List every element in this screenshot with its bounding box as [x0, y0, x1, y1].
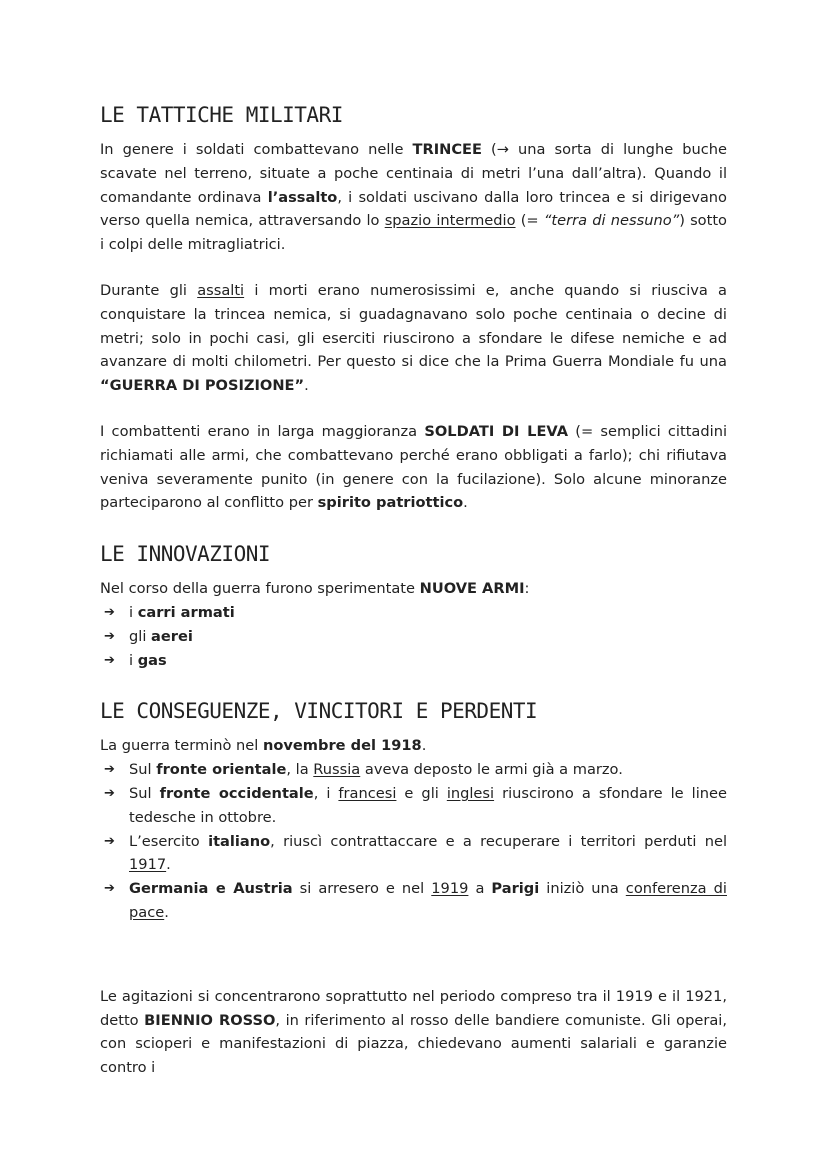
right-arrow-icon: ➔ — [104, 762, 115, 778]
paragraph-fine-guerra: La guerra terminò nel novembre del 1918. — [100, 737, 427, 755]
right-arrow-icon: ➔ — [104, 628, 115, 644]
section-title-tattiche: LE TATTICHE MILITARI — [100, 103, 343, 127]
list-item: ➔ L’esercito italiano, riuscì contrattaccare e a recuperare i territori perduti nel 1917. — [100, 830, 727, 878]
paragraph-nuove-armi: Nel corso della guerra furono sperimentate NUOVE ARMI: — [100, 580, 530, 598]
right-arrow-icon: ➔ — [104, 604, 115, 620]
document-page — [100, 100, 727, 1080]
paragraph-soldati-di-leva: I combattenti erano in larga maggioranza SOLDATI DI LEVA (= semplici cittadini richiamati alle armi, che combattevano perché erano obbligati a farlo); chi rifiutava veniva severamente punito (in genere con la fucilazione). Solo alcune minoranze parteciparono al conflitto per spirito patriottico. — [100, 422, 728, 512]
paragraph-biennio-rosso: Le agitazioni si concentrarono soprattutto nel periodo compreso tra il 1919 e il 1921, detto BIENNIO ROSSO, in riferimento al rosso delle bandiere comuniste. Gli operai, con scioperi e manifestazioni di piazza, chiedevano aumenti salariali e garanzie contro i — [100, 987, 727, 1077]
right-arrow-icon: ➔ — [104, 833, 115, 849]
right-arrow-icon: ➔ — [104, 652, 115, 668]
right-arrow-icon: ➔ — [104, 881, 115, 897]
list-item: ➔ i carri armati — [100, 601, 727, 625]
paragraph-trincee: In genere i soldati combattevano nelle TRINCEE (→ una sorta di lunghe buche scavate nel terreno, situate a poche centinaia di metri l’una dall’altra). Quando il comandante ordinava l’assalto, i soldati uscivano dalla loro trincea e si dirigevano verso quella nemica, attraversando lo spazio intermedio (= “terra di nessuno”) sotto i colpi delle mitragliatrici. — [100, 141, 727, 254]
list-item: ➔ Sul fronte orientale, la Russia aveva deposto le armi già a marzo. — [100, 758, 727, 782]
section-title-conseguenze: LE CONSEGUENZE, VINCITORI E PERDENTI — [100, 699, 538, 724]
list-item: ➔ i gas — [100, 649, 727, 673]
bullet-list-conseguenze — [100, 758, 727, 925]
bullet-list-armi — [100, 601, 727, 672]
right-arrow-icon: ➔ — [104, 785, 115, 801]
list-item: ➔ Sul fronte occidentale, i francesi e gli inglesi riuscirono a sfondare le linee tedesche in ottobre. — [100, 782, 727, 830]
list-item: ➔ Germania e Austria si arresero e nel 1919 a Parigi iniziò una conferenza di pace. — [100, 877, 727, 925]
paragraph-assalti: Durante gli assalti i morti erano numerosissimi e, anche quando si riusciva a conquistare la trincea nemica, si guadagnavano solo poche centinaia o decine di metri; solo in pochi casi, gli eserciti riuscirono a sfondare le difese nemiche e ad avanzare di molti chilometri. Per questo si dice che la Prima Guerra Mondiale fu una “GUERRA DI POSIZIONE”. — [100, 281, 727, 395]
list-item: ➔ gli aerei — [100, 625, 727, 649]
section-title-innovazioni: LE INNOVAZIONI — [100, 542, 271, 567]
